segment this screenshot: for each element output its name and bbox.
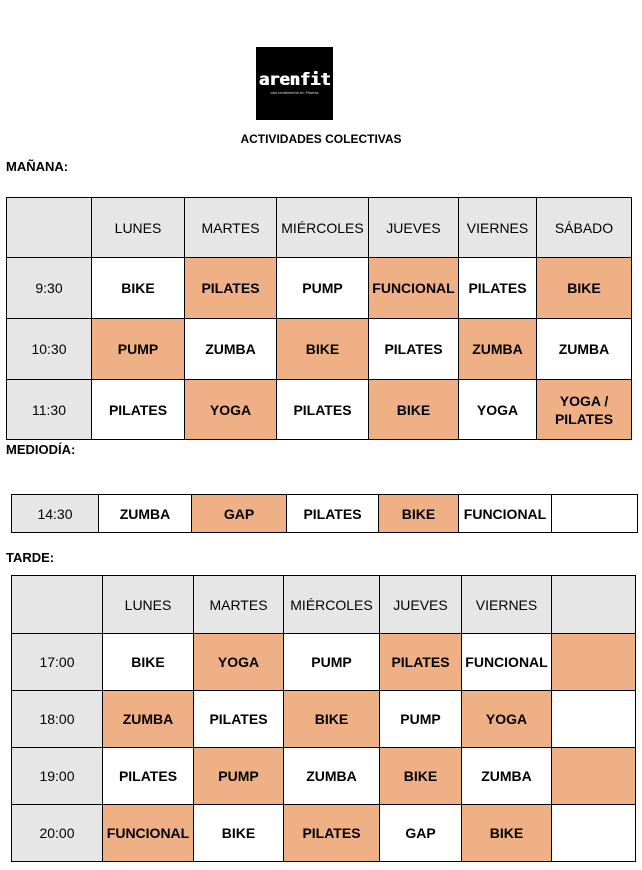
day-header: SÁBADO — [537, 198, 632, 258]
activity-cell: YOGA — [459, 380, 537, 440]
table-row — [12, 634, 636, 691]
activity-cell: FUNCIONAL — [369, 258, 459, 319]
day-header: MARTES — [194, 576, 284, 634]
table-row — [7, 258, 632, 319]
section-label-mediodia: MEDIODÍA: — [6, 442, 76, 457]
time-cell: 10:30 — [7, 319, 92, 380]
activity-cell: FUNCIONAL — [462, 634, 552, 691]
day-header: VIERNES — [462, 576, 552, 634]
activity-cell: GAP — [380, 805, 462, 862]
table-row — [7, 319, 632, 380]
time-cell: 17:00 — [12, 634, 103, 691]
day-header: MARTES — [185, 198, 277, 258]
activity-cell — [552, 691, 636, 748]
activity-cell — [552, 748, 636, 805]
activity-cell: YOGA — [194, 634, 284, 691]
page-title: ACTIVIDADES COLECTIVAS — [240, 132, 402, 146]
activity-cell: YOGA — [185, 380, 277, 440]
activity-cell — [552, 805, 636, 862]
activity-cell: PILATES — [92, 380, 185, 440]
table-row — [12, 495, 638, 533]
activity-cell: ZUMBA — [185, 319, 277, 380]
schedule-table-manana — [6, 197, 632, 440]
activity-cell: PILATES — [185, 258, 277, 319]
activity-cell: YOGA / PILATES — [537, 380, 632, 440]
activity-cell: PUMP — [194, 748, 284, 805]
table-row — [12, 691, 636, 748]
schedule-table-mediodia — [11, 494, 638, 533]
activity-cell: ZUMBA — [103, 691, 194, 748]
activity-cell: ZUMBA — [537, 319, 632, 380]
activity-cell: FUNCIONAL — [459, 495, 552, 533]
activity-cell: FUNCIONAL — [103, 805, 194, 862]
activity-cell: PILATES — [459, 258, 537, 319]
activity-cell: BIKE — [537, 258, 632, 319]
activity-cell: ZUMBA — [459, 319, 537, 380]
activity-cell: PILATES — [369, 319, 459, 380]
corner-cell — [12, 576, 103, 634]
activity-cell: PUMP — [92, 319, 185, 380]
logo-wordmark: arenfit — [258, 70, 331, 90]
table-row — [12, 748, 636, 805]
time-cell: 11:30 — [7, 380, 92, 440]
activity-cell: PILATES — [380, 634, 462, 691]
activity-cell: PUMP — [284, 634, 380, 691]
activity-cell: PILATES — [287, 495, 379, 533]
time-cell: 14:30 — [12, 495, 99, 533]
header-row — [12, 576, 636, 634]
section-label-manana: MAÑANA: — [6, 159, 69, 174]
activity-cell — [552, 495, 638, 533]
activity-cell: PILATES — [284, 805, 380, 862]
day-header: MIÉRCOLES — [284, 576, 380, 634]
day-header: LUNES — [92, 198, 185, 258]
table-row — [7, 380, 632, 440]
activity-cell: BIKE — [379, 495, 459, 533]
activity-cell: ZUMBA — [284, 748, 380, 805]
day-header: JUEVES — [369, 198, 459, 258]
section-label-tarde: TARDE: — [6, 550, 55, 565]
arenfit-logo — [256, 47, 333, 120]
day-header: MIÉRCOLES — [277, 198, 369, 258]
activity-cell: PUMP — [380, 691, 462, 748]
activity-cell: BIKE — [194, 805, 284, 862]
time-cell: 9:30 — [7, 258, 92, 319]
time-cell: 18:00 — [12, 691, 103, 748]
activity-cell: PUMP — [277, 258, 369, 319]
header-row — [7, 198, 632, 258]
activity-cell: BIKE — [369, 380, 459, 440]
activity-cell: BIKE — [92, 258, 185, 319]
day-header: VIERNES — [459, 198, 537, 258]
activity-cell: PILATES — [277, 380, 369, 440]
day-header: JUEVES — [380, 576, 462, 634]
activity-cell: BIKE — [103, 634, 194, 691]
day-header: LUNES — [103, 576, 194, 634]
activity-cell: GAP — [192, 495, 287, 533]
activity-cell: PILATES — [103, 748, 194, 805]
activity-cell: ZUMBA — [99, 495, 192, 533]
activity-cell: BIKE — [277, 319, 369, 380]
time-cell: 19:00 — [12, 748, 103, 805]
activity-cell: BIKE — [380, 748, 462, 805]
table-row — [12, 805, 636, 862]
activity-cell: BIKE — [284, 691, 380, 748]
schedule-table-tarde — [11, 575, 636, 862]
activity-cell — [552, 634, 636, 691]
activity-cell: ZUMBA — [462, 748, 552, 805]
time-cell: 20:00 — [12, 805, 103, 862]
activity-cell: YOGA — [462, 691, 552, 748]
activity-cell: BIKE — [462, 805, 552, 862]
logo-tagline: alto rendimiento en Fitness — [270, 90, 319, 95]
activity-cell: PILATES — [194, 691, 284, 748]
corner-cell — [7, 198, 92, 258]
day-header — [552, 576, 636, 634]
